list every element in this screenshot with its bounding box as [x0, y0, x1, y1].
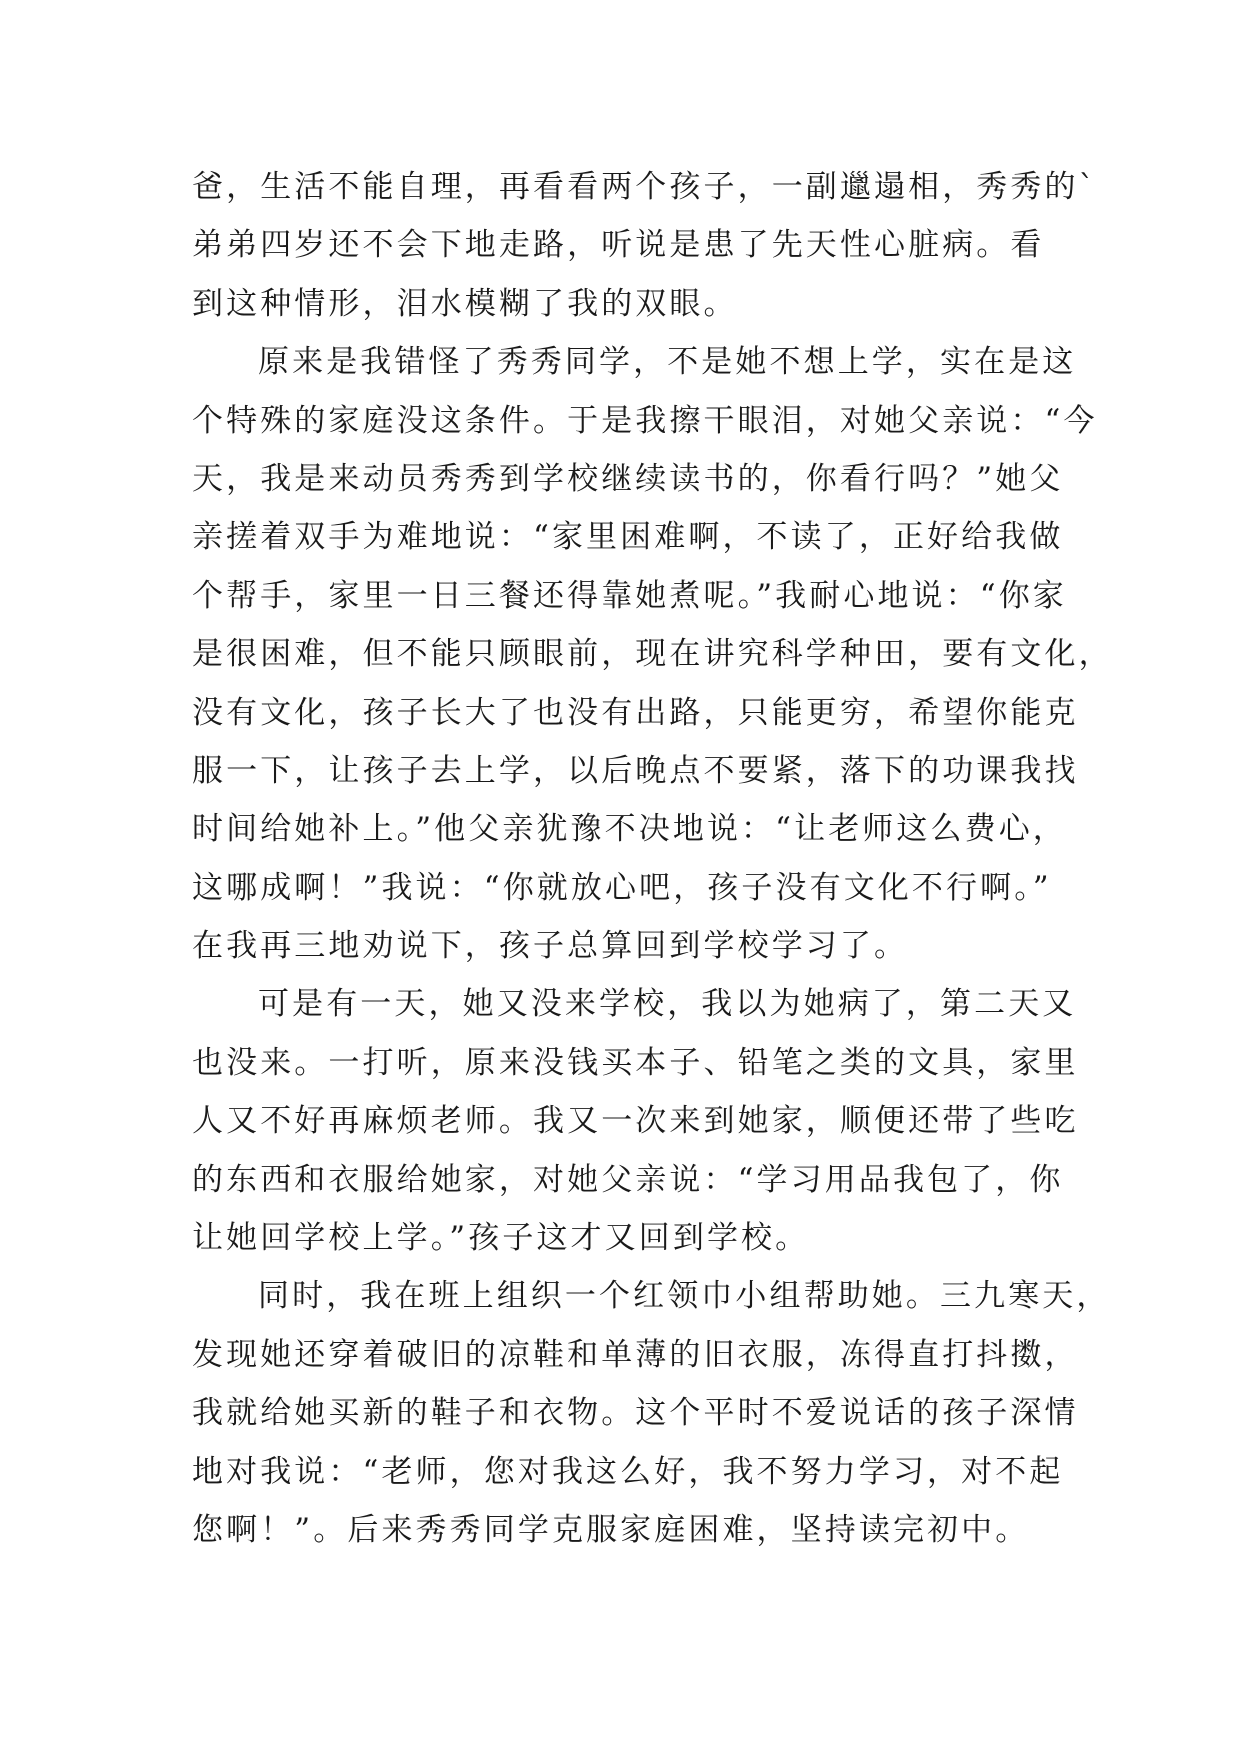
text-line: 是很困难，但不能只顾眼前，现在讲究科学种田，要有文化，: [192, 636, 1113, 673]
text-line: 爸，生活不能自理，再看看两个孩子，一副邋遢相，秀秀的`: [192, 169, 1098, 205]
text-line-indented: 同时，我在班上组织一个红领巾小组帮助她。三九寒天，: [258, 1278, 1111, 1315]
text-line: 亲搓着双手为难地说：“家里困难啊，不读了，正好给我做: [192, 519, 1064, 556]
text-line: 让她回学校上学。”孩子这才又回到学校。: [192, 1220, 810, 1257]
text-line: 的东西和衣服给她家，对她父亲说：“学习用品我包了，你: [192, 1161, 1064, 1198]
text-line: 弟弟四岁还不会下地走路，听说是患了先天性心脏病。看: [192, 227, 1045, 264]
text-line: 地对我说：“老师，您对我这么好，我不努力学习，对不起: [192, 1453, 1064, 1490]
text-line: 这哪成啊！”我说：“你就放心吧，孩子没有文化不行啊。”: [192, 869, 1052, 906]
text-line: 个特殊的家庭没这条件。于是我擦干眼泪，对她父亲说：“今: [192, 402, 1098, 439]
text-line: 服一下，让孩子去上学，以后晚点不要紧，落下的功课我找: [192, 752, 1079, 789]
text-line: 天，我是来动员秀秀到学校继续读书的，你看行吗？”她父: [192, 460, 1064, 497]
paragraph-2: [192, 333, 1113, 975]
text-line: 没有文化，孩子长大了也没有出路，只能更穷，希望你能克: [192, 694, 1079, 731]
text-line: 也没来。一打听，原来没钱买本子、铅笔之类的文具，家里: [192, 1044, 1079, 1081]
paragraph-3: [192, 975, 1079, 1267]
paragraph-1: [192, 158, 1098, 333]
text-line: 人又不好再麻烦老师。我又一次来到她家，顺便还带了些吃: [192, 1103, 1079, 1140]
body-text: [192, 158, 1113, 1559]
text-line: 时间给她补上。”他父亲犹豫不决地说：“让老师这么费心，: [192, 811, 1067, 848]
text-line: 您啊！”。后来秀秀同学克服家庭困难，坚持读完初中。: [192, 1511, 1030, 1548]
text-line: 发现她还穿着破旧的凉鞋和单薄的旧衣服，冻得直打抖擞，: [192, 1336, 1079, 1373]
text-line-indented: 原来是我错怪了秀秀同学，不是她不想上学，实在是这: [258, 344, 1077, 381]
text-line: 我就给她买新的鞋子和衣物。这个平时不爱说话的孩子深情: [192, 1395, 1079, 1432]
text-line: 个帮手，家里一日三餐还得靠她煮呢。”我耐心地说：“你家: [192, 577, 1067, 614]
text-line: 到这种情形，泪水模糊了我的双眼。: [192, 285, 738, 322]
text-line-indented: 可是有一天，她又没来学校，我以为她病了，第二天又: [258, 986, 1077, 1023]
text-line: 在我再三地劝说下，孩子总算回到学校学习了。: [192, 928, 909, 965]
paragraph-4: [192, 1267, 1111, 1559]
